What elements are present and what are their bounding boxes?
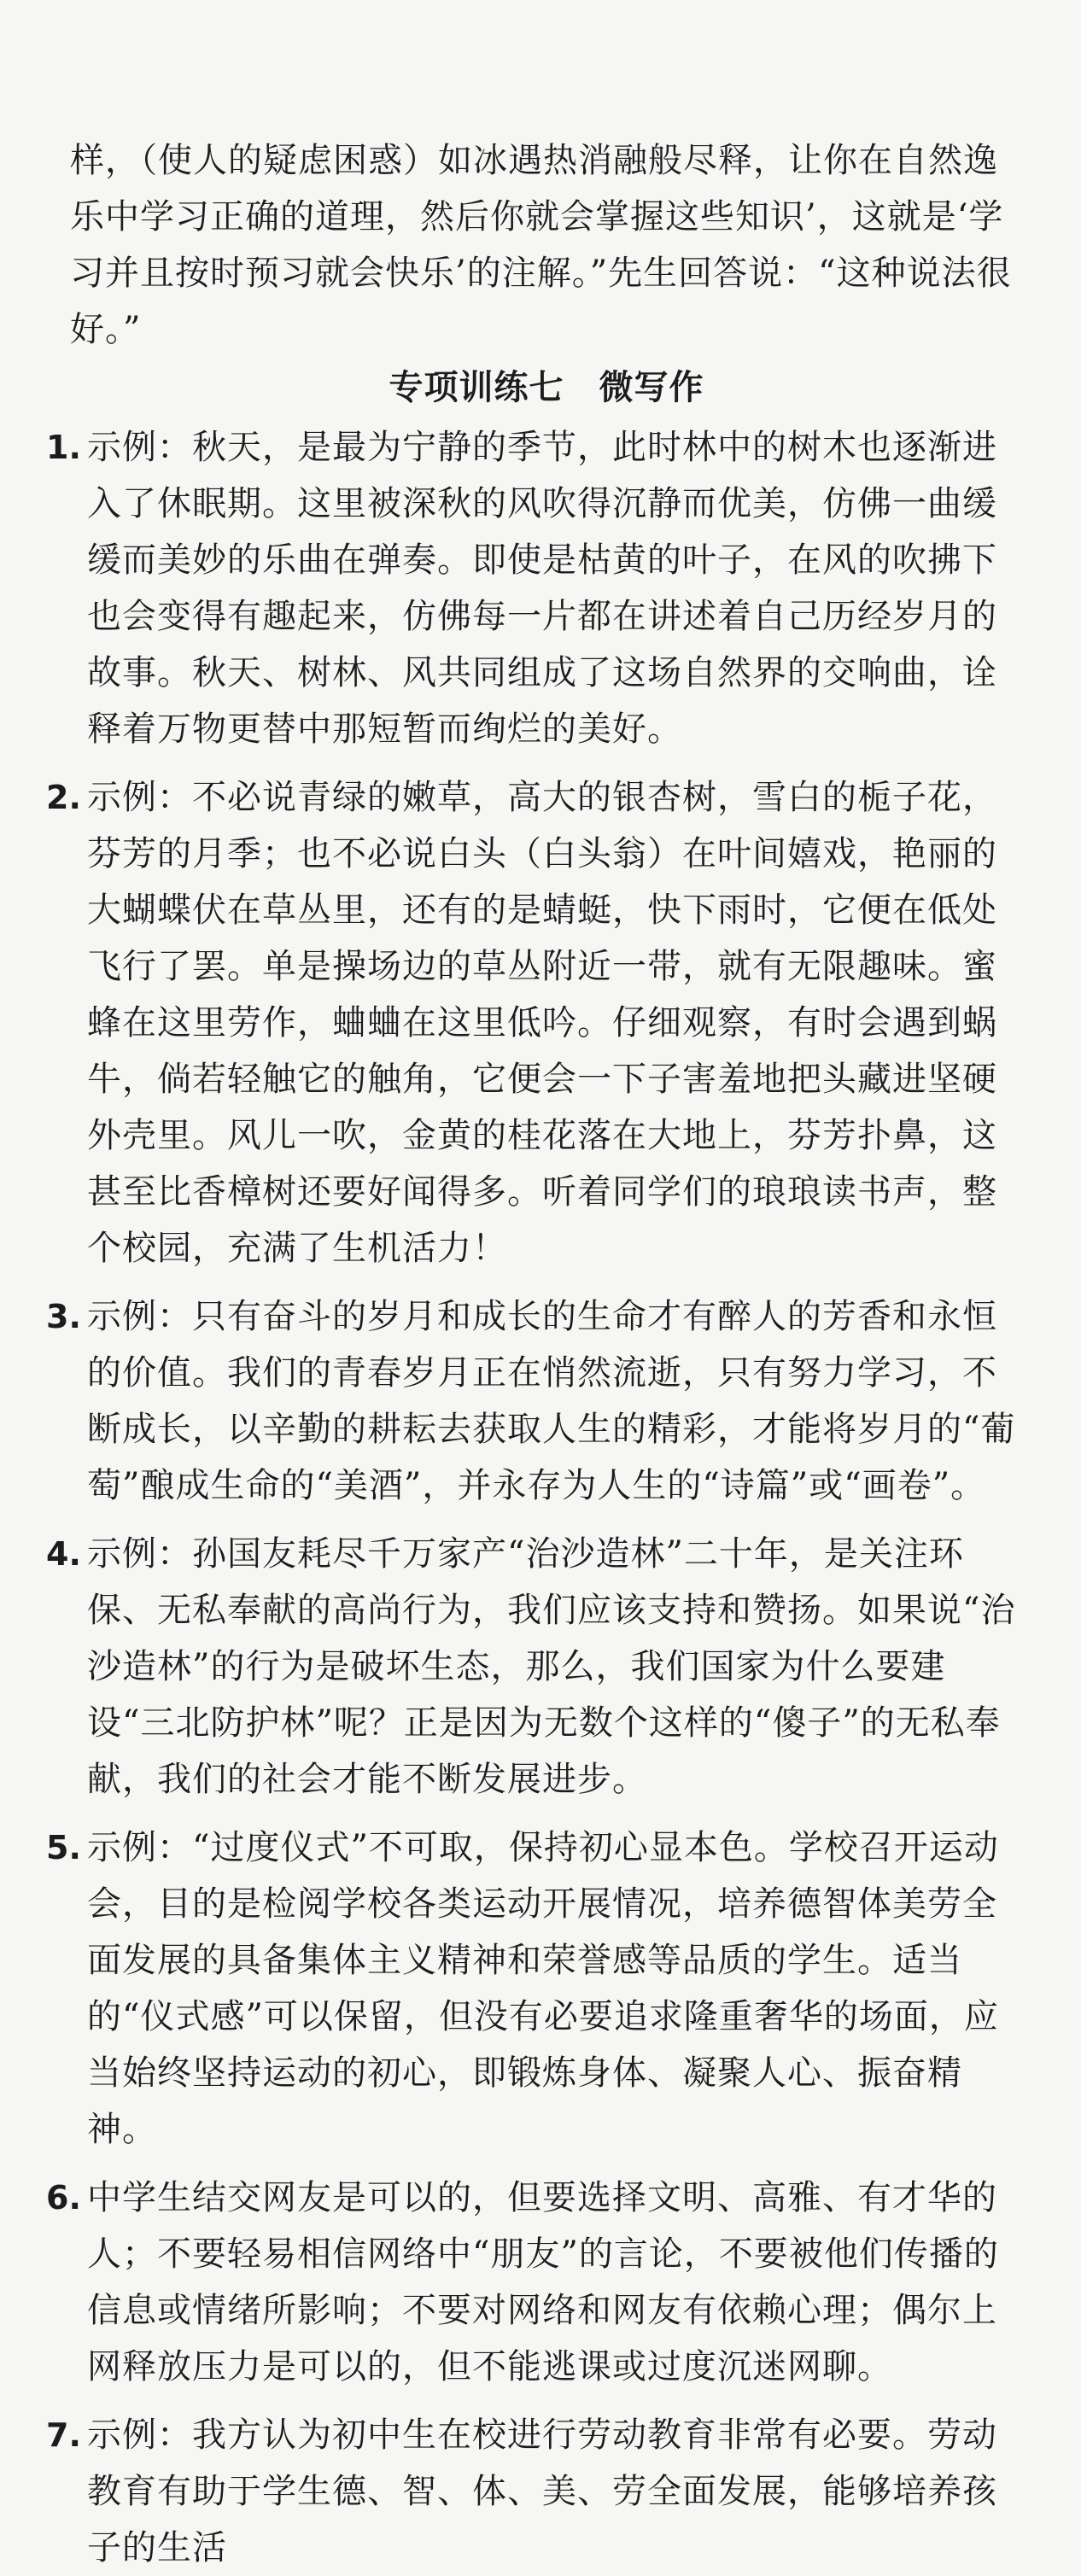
item-number: 7. [46,2416,81,2454]
answer-item-7 [46,2407,1023,2576]
item-number: 2. [46,779,81,816]
item-text: 示例：我方认为初中生在校进行劳动教育非常有必要。劳动教育有助于学生德、智、体、美、劳全面发展，能够培养孩子的生活 [87,2415,997,2567]
answer-item-1 [46,419,1023,757]
item-number: 4. [46,1535,81,1573]
item-text: 示例：孙国友耗尽千万家产“治沙造林”二十年，是关注环保、无私奉献的高尚行为，我们应该支持和赞扬。如果说“治沙造林”的行为是破坏生态，那么，我们国家为什么要建设“三北防护林”呢？正是因为无数个这样的“傻子”的无私奉献，我们的社会才能不断发展进步。 [87,1534,1016,1799]
answer-item-3 [46,1288,1023,1514]
item-number: 3. [46,1298,81,1335]
answer-item-2 [46,769,1023,1276]
answer-item-4 [46,1526,1023,1808]
item-text: 示例：不必说青绿的嫩草，高大的银杏树，雪白的栀子花，芬芳的月季；也不必说白头（白头翁）在叶间嬉戏，艳丽的大蝴蝶伏在草丛里，还有的是蜻蜓，快下雨时，它便在低处飞行了罢。单是操场边的草丛附近一带，就有无限趣味。蜜蜂在这里劳作，蛐蛐在这里低吟。仔细观察，有时会遇到蜗牛，倘若轻触它的触角，它便会一下子害羞地把头藏进坚硬外壳里。风儿一吹，金黄的桂花落在大地上，芬芳扑鼻，这甚至比香樟树还要好闻得多。听着同学们的琅琅读书声，整个校园，充满了生机活力！ [87,778,997,1268]
item-text: 中学生结交网友是可以的，但要选择文明、高雅、有才华的人；不要轻易相信网络中“朋友”的言论，不要被他们传播的信息或情绪所影响；不要对网络和网友有依赖心理；偶尔上网释放压力是可以的，但不能逃课或过度沉迷网聊。 [87,2178,999,2386]
section-title: 专项训练七 微写作 [389,368,704,407]
item-text: 示例：秋天，是最为宁静的季节，此时林中的树木也逐渐进入了休眠期。这里被深秋的风吹得沉静而优美，仿佛一曲缓缓而美妙的乐曲在弹奏。即使是枯黄的叶子，在风的吹拂下也会变得有趣起来，仿佛每一片都在讲述着自己历经岁月的故事。秋天、树林、风共同组成了这场自然界的交响曲，诠释着万物更替中那短暂而绚烂的美好。 [87,428,997,749]
item-number: 6. [46,2179,81,2217]
answer-item-5 [46,1820,1023,2158]
item-text: 示例：“过度仪式”不可取，保持初心显本色。学校召开运动会，目的是检阅学校各类运动开展情况，培养德智体美劳全面发展的具备集体主义精神和荣誉感等品质的学生。适当的“仪式感”可以保留，但没有必要追求隆重奢华的场面，应当始终坚持运动的初心，即锻炼身体、凝聚人心、振奋精神。 [87,1828,999,2149]
lead-paragraph: 样，（使人的疑虑困惑）如冰遇热消融般尽释，让你在自然逸乐中学习正确的道理，然后你就会掌握这些知识’，这就是‘学习并且按时预习就会快乐’的注解。”先生回答说：“这种说法很好。” [70,141,1012,349]
item-text: 示例：只有奋斗的岁月和成长的生命才有醉人的芳香和永恒的价值。我们的青春岁月正在悄然流逝，只有努力学习，不断成长，以辛勤的耕耘去获取人生的精彩，才能将岁月的“葡萄”酿成生命的“美酒”，并永存为人生的“诗篇”或“画卷”。 [87,1297,1016,1505]
answer-item-6 [46,2170,1023,2395]
item-number: 5. [46,1829,81,1866]
item-number: 1. [46,429,81,466]
